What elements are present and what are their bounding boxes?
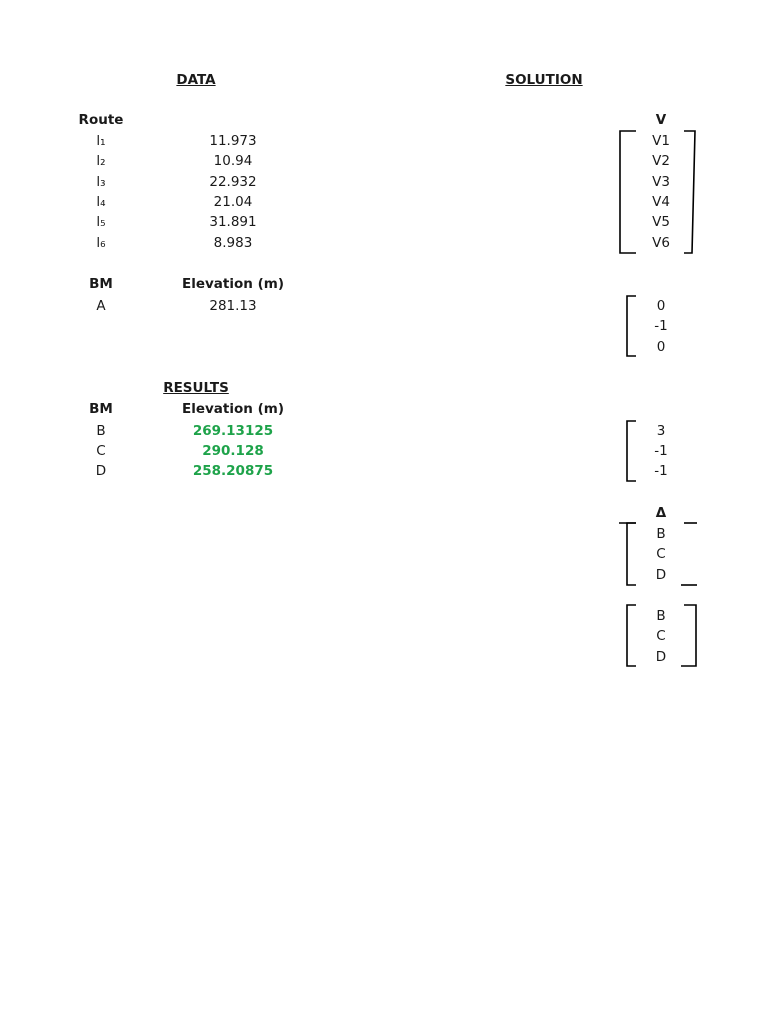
route-header: Route	[78, 112, 124, 128]
v-item: V2	[652, 153, 670, 169]
route-difference: 11.973	[209, 133, 257, 149]
result-elevation: 290.128	[202, 443, 264, 459]
route-name: l₆	[96, 235, 106, 251]
matrix-1-item: 0	[656, 298, 666, 314]
route-name: l₄	[96, 194, 106, 210]
route-name: l₁	[96, 133, 106, 149]
result-bm: D	[95, 463, 107, 479]
route-difference: 22.932	[209, 174, 257, 190]
final-right-bracket	[681, 605, 696, 666]
delta-item: D	[655, 567, 667, 583]
delta-item: C	[656, 546, 666, 562]
bm-header: BM	[89, 276, 113, 292]
data-title: DATA	[176, 72, 216, 88]
v-item: V6	[652, 235, 670, 251]
route-name: l₃	[96, 174, 106, 190]
result-elevation: 258.20875	[192, 463, 274, 479]
matrix-2-item: -1	[654, 443, 668, 459]
route-difference: 21.04	[213, 194, 253, 210]
route-name: l₅	[96, 214, 106, 230]
v-matrix-right-bracket	[684, 131, 695, 253]
result-bm: C	[96, 443, 106, 459]
final-item: B	[656, 608, 666, 624]
bm-elevation: 281.13	[209, 298, 257, 314]
matrix-1-item: -1	[654, 318, 668, 334]
result-bm: B	[96, 423, 106, 439]
route-name: l₂	[96, 153, 106, 169]
v-item: V4	[652, 194, 670, 210]
route-difference: 8.983	[213, 235, 253, 251]
v-item: V5	[652, 214, 670, 230]
matrix-1-item: 0	[656, 339, 666, 355]
v-item: V3	[652, 174, 670, 190]
v-header: V	[655, 112, 667, 128]
results-bm-header: BM	[89, 401, 113, 417]
route-difference: 31.891	[209, 214, 257, 230]
results-title: RESULTS	[163, 380, 229, 396]
matrix-2-item: 3	[656, 423, 666, 439]
route-difference: 10.94	[213, 153, 253, 169]
final-item: D	[655, 649, 667, 665]
elevation-header: Elevation (m)	[182, 276, 284, 292]
delta-item: B	[656, 526, 666, 542]
results-elevation-header: Elevation (m)	[182, 401, 284, 417]
v-item: V1	[652, 133, 670, 149]
v-matrix-left-bracket	[620, 131, 636, 253]
bm-name: A	[96, 298, 106, 314]
delta-header: Δ	[655, 505, 667, 521]
solution-title: SOLUTION	[505, 72, 583, 88]
final-left-bracket	[627, 605, 636, 666]
delta-left-bracket	[627, 523, 636, 585]
matrix-1-left-bracket	[627, 296, 636, 356]
matrix-2-left-bracket	[627, 421, 636, 481]
result-elevation: 269.13125	[192, 423, 274, 439]
matrix-2-item: -1	[654, 463, 668, 479]
final-item: C	[656, 628, 666, 644]
